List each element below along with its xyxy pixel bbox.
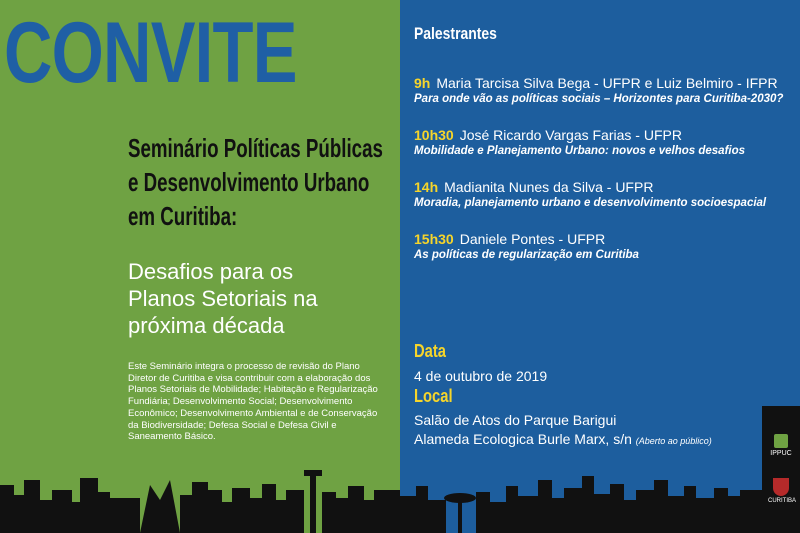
talk-item [414, 126, 745, 159]
ippuc-leaf-icon [774, 434, 788, 448]
talk-item [414, 74, 783, 107]
seminar-title [128, 131, 383, 233]
talk-item [414, 178, 766, 211]
seminar-description: Este Seminário integra o processo de revisão do Plano Diretor de Curitiba e visa contribuir com a elaboração dos Planos Setoriais de Mobilidade; Habitação e Regularização Fundiária; Desenvolvimento Social; Desenvolvimento Econômico; Desenvolvimento Ambiental e de Conservação da Biodiversidade; Defesa Social e Defesa Civil e Saneamento Básico. [128, 361, 378, 443]
city-skyline [0, 440, 800, 533]
location-line-1: Salão de Atos do Parque Barigui [414, 412, 617, 428]
location-label: Local [414, 386, 453, 406]
talk-time: 10h30 [414, 127, 454, 143]
talk-item [414, 230, 639, 263]
talk-topic: Moradia, planejamento urbano e desenvolvimento socioespacial [414, 197, 767, 209]
talk-speaker: José Ricardo Vargas Farias - UFPR [459, 127, 682, 143]
curitiba-shield-icon [773, 478, 789, 496]
location-note: (Aberto ao público) [635, 436, 712, 446]
date-label: Data [414, 341, 446, 361]
curitiba-label: CURITIBA [768, 498, 797, 504]
talk-time: 15h30 [414, 231, 454, 247]
seminar-subtitle [128, 258, 318, 339]
ippuc-label: IPPUC [770, 450, 792, 457]
talk-topic: Para onde vão as políticas sociais – Horizontes para Curitiba-2030? [414, 93, 784, 105]
talk-speaker: Maria Tarcisa Silva Bega - UFPR e Luiz Belmiro - IFPR [436, 75, 778, 91]
talk-time: 9h [414, 75, 431, 91]
talk-topic: As políticas de regularização em Curitiba [414, 249, 639, 261]
title-line: e Desenvolvimento Urbano [128, 167, 370, 197]
talk-speaker: Madianita Nunes da Silva - UFPR [444, 179, 654, 195]
date-value: 4 de outubro de 2019 [414, 368, 548, 384]
invitation-heading: CONVITE [4, 5, 297, 101]
talk-speaker: Daniele Pontes - UFPR [459, 231, 606, 247]
sponsor-logos [762, 406, 800, 533]
title-line: Seminário Políticas Públicas [128, 133, 383, 163]
talk-time: 14h [414, 179, 439, 195]
speakers-heading: Palestrantes [414, 24, 497, 43]
address-text: Alameda Ecologica Burle Marx, s/n [414, 431, 632, 447]
talk-topic: Mobilidade e Planejamento Urbano: novos e velhos desafios [414, 145, 746, 157]
title-line: em Curitiba: [128, 201, 238, 231]
subtitle-line: próxima década [128, 313, 285, 338]
subtitle-line: Desafios para os [128, 259, 294, 284]
curitiba-logo [768, 478, 797, 504]
subtitle-line: Planos Setoriais na [128, 286, 318, 311]
ippuc-logo [768, 434, 794, 457]
